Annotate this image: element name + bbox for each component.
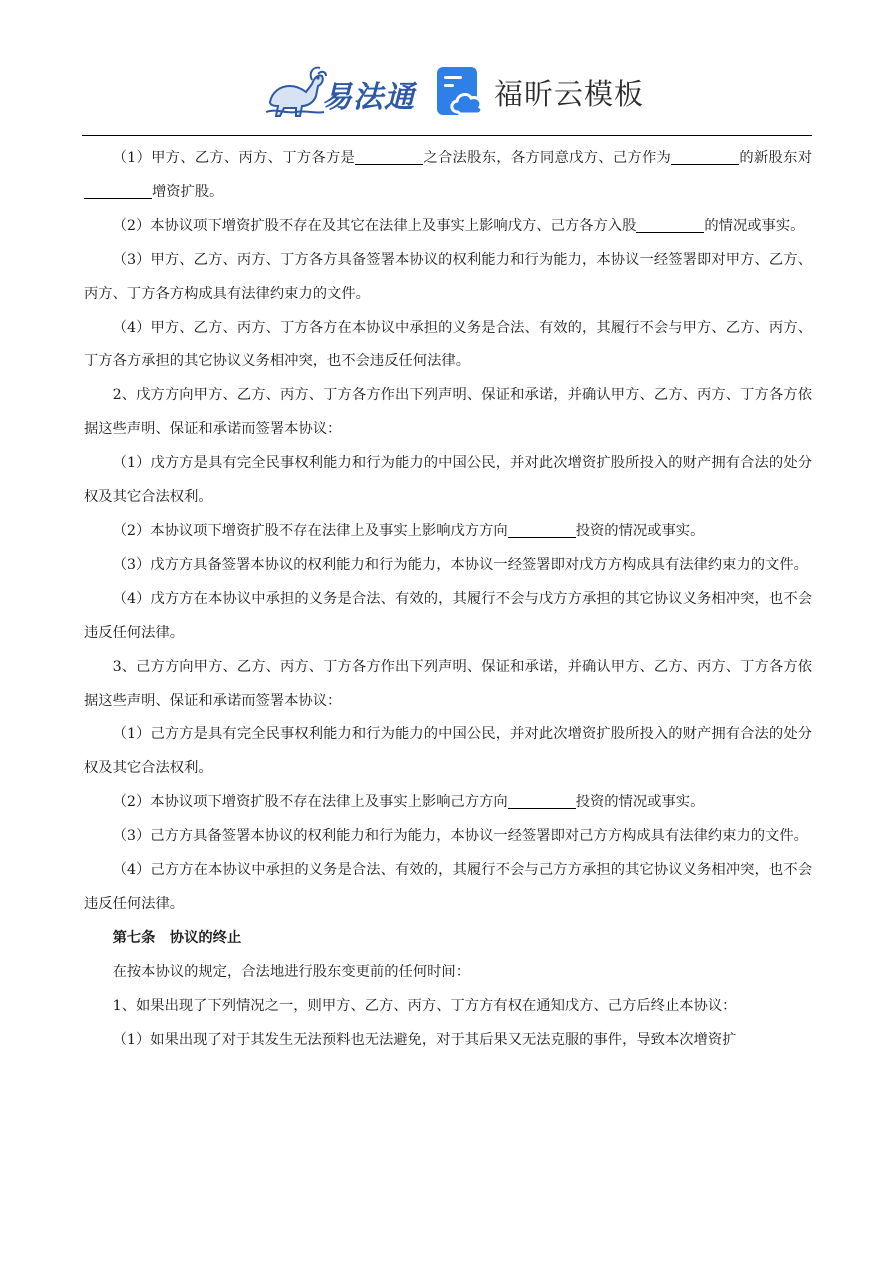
brand-foxit-template: 福昕云模板 (494, 77, 645, 111)
paragraph (84, 244, 812, 312)
paragraph (84, 583, 812, 651)
paragraph-text: 的新股东对 (739, 150, 813, 166)
paragraph-text: （3）戊方方具备签署本协议的权利能力和行为能力，本协议一经签署即对戊方方构成具有法律约束力的文件。 (112, 556, 808, 573)
paragraph (84, 718, 812, 786)
fill-in-blank[interactable] (636, 218, 704, 233)
paragraph (84, 1024, 812, 1058)
qilin-icon (262, 62, 328, 120)
paragraph (84, 990, 812, 1024)
paragraph (84, 210, 812, 244)
paragraph-text: （2）本协议项下增资扩股不存在法律上及事实上影响戊方方向 (112, 522, 508, 539)
paragraph (84, 651, 812, 719)
header-divider (82, 135, 812, 136)
paragraph-text: 投资的情况或事实。 (575, 794, 705, 811)
paragraph-text: 之合法股东，各方同意戊方、己方作为 (423, 150, 672, 166)
paragraph (84, 549, 812, 583)
document-header (0, 58, 893, 124)
paragraph (84, 515, 812, 549)
paragraph-text: （4）甲方、乙方、丙方、丁方各方在本协议中承担的义务是合法、有效的，其履行不会与甲方、乙方、丙方、丁方各方承担的其它协议义务相冲突，也不会违反任何法律。 (84, 319, 812, 370)
paragraph (84, 379, 812, 447)
paragraph-text: （2）本协议项下增资扩股不存在及其它在法律上及事实上影响戊方、己方各方入股 (112, 217, 637, 234)
fill-in-blank[interactable] (355, 150, 423, 165)
cloud-document-icon (436, 66, 486, 118)
fill-in-blank[interactable] (671, 150, 739, 165)
paragraph (84, 312, 812, 380)
paragraph (84, 786, 812, 820)
paragraph-text: （4）己方方在本协议中承担的义务是合法、有效的，其履行不会与己方方承担的其它协议义务相冲突，也不会违反任何法律。 (84, 862, 812, 912)
paragraph-text: （3）己方方具备签署本协议的权利能力和行为能力，本协议一经签署即对己方方构成具有法律约束力的文件。 (112, 828, 808, 845)
fill-in-blank[interactable] (508, 794, 576, 809)
paragraph-text: 2、戊方方向甲方、乙方、丙方、丁方各方作出下列声明、保证和承诺，并确认甲方、乙方、丙方、丁方各方依据这些声明、保证和承诺而签署本协议： (84, 387, 812, 438)
paragraph-text: 的情况或事实。 (704, 217, 805, 234)
paragraph (84, 142, 812, 210)
paragraph-text: （1）甲方、乙方、丙方、丁方各方是 (112, 150, 356, 166)
paragraph-text: 1、如果出现了下列情况之一，则甲方、乙方、丙方、丁方方有权在通知戊方、己方后终止本协议： (112, 997, 737, 1014)
fill-in-blank[interactable] (84, 184, 152, 199)
paragraph (84, 956, 812, 990)
paragraph-text: （3）甲方、乙方、丙方、丁方各方具备签署本协议的权利能力和行为能力，本协议一经签署即对甲方、乙方、丙方、丁方各方构成具有法律约束力的文件。 (84, 251, 812, 302)
section-heading (84, 922, 812, 956)
paragraph-text: 投资的情况或事实。 (575, 522, 705, 539)
paragraph-text: 3、己方方向甲方、乙方、丙方、丁方各方作出下列声明、保证和承诺，并确认甲方、乙方、丙方、丁方各方依据这些声明、保证和承诺而签署本协议： (84, 658, 812, 709)
paragraph-text: 在按本协议的规定，合法地进行股东变更前的任何时间： (112, 963, 471, 980)
fill-in-blank[interactable] (508, 523, 576, 538)
paragraph-text: （1）己方方是具有完全民事权利能力和行为能力的中国公民，并对此次增资扩股所投入的财产拥有合法的处分权及其它合法权利。 (84, 726, 812, 777)
paragraph-text: （1）如果出现了对于其发生无法预料也无法避免，对于其后果又无法克服的事件，导致本次增资扩 (112, 1031, 737, 1048)
brand-yifatong: 易法通 (322, 80, 415, 115)
paragraph-text: （1）戊方方是具有完全民事权利能力和行为能力的中国公民，并对此次增资扩股所投入的财产拥有合法的处分权及其它合法权利。 (84, 455, 812, 506)
paragraph (84, 854, 812, 922)
paragraph-text: （2）本协议项下增资扩股不存在法律上及事实上影响己方方向 (112, 794, 508, 811)
paragraph-text: （4）戊方方在本协议中承担的义务是合法、有效的，其履行不会与戊方方承担的其它协议义务相冲突，也不会违反任何法律。 (84, 590, 812, 641)
paragraph-text: 第七条 协议的终止 (112, 929, 242, 946)
paragraph (84, 447, 812, 515)
paragraph (84, 820, 812, 854)
paragraph-text: 增资扩股。 (152, 183, 224, 200)
document-body (84, 142, 812, 1057)
